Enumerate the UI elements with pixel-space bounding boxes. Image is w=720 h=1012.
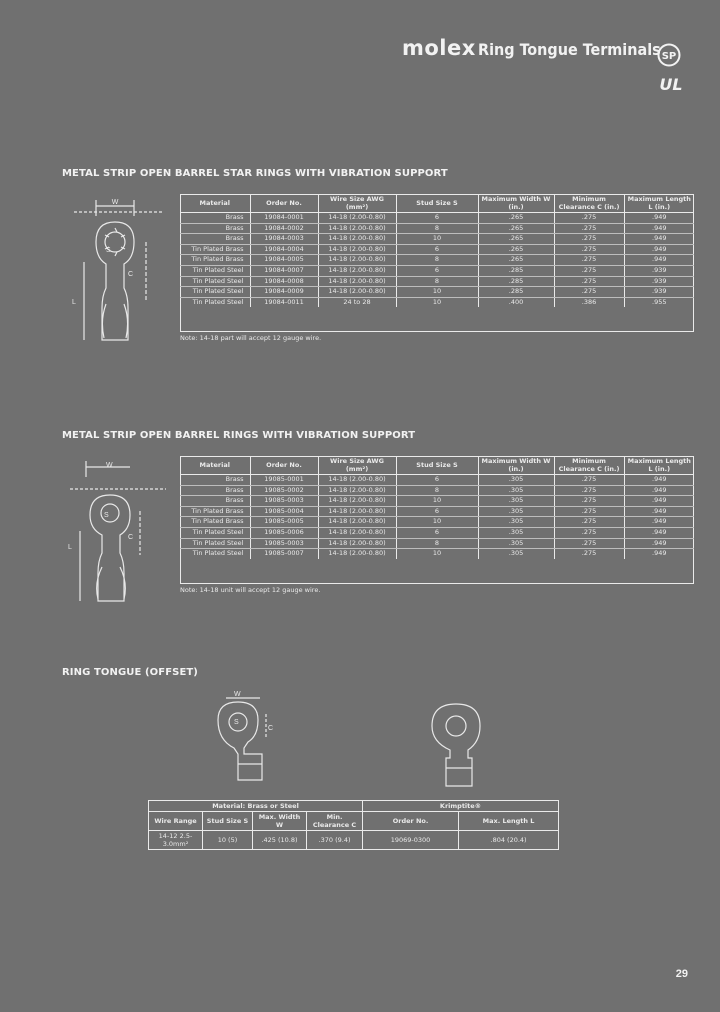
offset-ring-drawing [204,690,284,790]
col-material: Material [180,456,250,475]
cell: Brass [180,213,250,224]
col-order-no: Order No. [250,194,318,213]
cell: .275 [554,506,624,517]
cell: 10 [396,297,478,307]
section2-note: Note: 14-18 unit will accept 12 gauge wire. [180,586,321,594]
cell: .949 [624,517,694,528]
cell: .949 [624,527,694,538]
dim-s-label: S [106,247,111,254]
cell: .939 [624,265,694,276]
cell: 19085-0003 [250,538,318,549]
cell: 19084-0009 [250,287,318,298]
cell: .285 [478,276,554,287]
col-stud-size: Stud Size S [396,194,478,213]
col-max-length: Max. Length L [459,812,559,831]
table-row [180,538,694,549]
col-order-no: Order No. [363,812,459,831]
cell: 14-18 (2.00-0.80) [318,234,396,245]
cell: 19084-0005 [250,255,318,266]
cell: .804 (20.4) [459,831,559,850]
table-group-row [149,801,559,812]
dim-c-label-3: C [268,725,274,732]
table-row [180,517,694,528]
cell: Tin Plated Steel [192,549,244,558]
cell: 19084-0008 [250,276,318,287]
cell: .949 [624,213,694,224]
table-row [180,506,694,517]
cell: .275 [554,485,624,496]
cell: 24 to 28 [318,297,396,307]
cell: .955 [624,297,694,307]
cell: .275 [554,496,624,507]
cell: Brass [180,475,250,486]
col-max-width: Maximum Width W (in.) [478,194,554,213]
cell: Brass [180,223,250,234]
table-row [180,297,694,307]
cell: 19085-0007 [250,549,318,559]
dim-c-label: C [128,271,134,278]
cell: .305 [478,517,554,528]
cell: 14-18 (2.00-0.80) [318,255,396,266]
table-row [180,223,694,234]
cell: 6 [396,475,478,486]
cell: .949 [624,234,694,245]
table-header-row [149,812,559,831]
cell: Tin Plated Steel [180,527,250,538]
cell: 19084-0007 [250,265,318,276]
dim-c-label-2: C [128,534,134,541]
cell: Tin Plated Brass [180,506,250,517]
cell: 8 [396,538,478,549]
col-material: Material [180,194,250,213]
section2-title: METAL STRIP OPEN BARREL RINGS WITH VIBRATION SUPPORT [62,430,416,441]
cell: 14-18 (2.00-0.80) [318,265,396,276]
dim-l-label: L [72,299,76,306]
table-row [180,255,694,266]
csa-cert-icon [656,42,682,68]
cell: .275 [554,287,624,298]
cell: 6 [396,527,478,538]
cell: .939 [624,287,694,298]
cell: .949 [624,475,694,486]
cell: 14-18 (2.00-0.80) [318,276,396,287]
ul-cert-text: UL [659,75,683,94]
col-min-clearance: Minimum Clearance C (in.) [554,456,624,475]
section3-table [148,800,559,850]
cell: .265 [478,234,554,245]
cell: 10 [396,234,478,245]
cell: .275 [554,265,624,276]
cell: .949 [624,485,694,496]
cell: 14-18 (2.00-0.80) [318,223,396,234]
col-min-clearance: Minimum Clearance C (in.) [554,194,624,213]
cell: .275 [554,255,624,266]
cell: .305 [478,549,554,559]
cell: .949 [624,496,694,507]
cell: .949 [624,538,694,549]
cell: .305 [478,496,554,507]
cell: .949 [624,223,694,234]
cell: Tin Plated Steel [180,538,250,549]
cell: 14-18 (2.00-0.80) [318,506,396,517]
cell: .265 [478,223,554,234]
cell: 10 [396,549,478,559]
cell: 19085-0006 [250,527,318,538]
cell: .275 [554,234,624,245]
cell: 19084-0003 [250,234,318,245]
brand-logo: molex [402,36,476,60]
page-title: Ring Tongue Terminals [478,40,661,59]
cell: 19085-0004 [250,506,318,517]
page-number: 29 [675,968,688,980]
cell: 19085-0002 [250,485,318,496]
col-max-width: Max. Width W [253,812,307,831]
col-min-clearance: Min. Clearance C [307,812,363,831]
cell: Tin Plated Steel [180,287,250,298]
col-wire-range: Wire Range [149,812,203,831]
cell: .285 [478,265,554,276]
cell: .949 [624,255,694,266]
cell: 10 [396,517,478,528]
cell: .386 [554,297,624,307]
col-order-no: Order No. [250,456,318,475]
cell: 19084-0001 [250,213,318,224]
dim-w-label-3: W [234,691,241,698]
section2-table [180,456,694,559]
cell: .949 [624,506,694,517]
cell: Tin Plated Brass [180,244,250,255]
cell: 19085-0003 [250,496,318,507]
cell: 14-18 (2.00-0.80) [318,517,396,528]
cell: 14-18 (2.00-0.80) [318,213,396,224]
section1-table [180,194,694,307]
table-row [180,244,694,255]
section3-title: RING TONGUE (OFFSET) [62,667,198,678]
col-max-width: Maximum Width W (in.) [478,456,554,475]
cell: 10 (5) [203,831,253,850]
cell: 19085-0005 [250,517,318,528]
cell: .275 [554,244,624,255]
cell: .305 [478,485,554,496]
cell: 14-18 (2.00-0.80) [318,244,396,255]
cell: .275 [554,517,624,528]
cell: .949 [624,244,694,255]
ul-cert-icon [654,72,688,96]
star-ring-drawing [66,192,176,342]
cell: Brass [180,496,250,507]
cell: .265 [478,244,554,255]
cell: 6 [396,213,478,224]
table-row [180,234,694,245]
offset-ring-outline-drawing [424,700,488,790]
cell: .939 [624,276,694,287]
col-stud-size: Stud Size S [396,456,478,475]
table-row [180,276,694,287]
cell: .305 [478,475,554,486]
cell: 19069-0300 [363,831,459,850]
ring-drawing [66,455,176,605]
cell: .265 [478,255,554,266]
cell: .275 [554,213,624,224]
cell: 8 [396,276,478,287]
group-material: Material: Brass or Steel [149,801,363,812]
cell: Brass [180,485,250,496]
cell: 19085-0001 [250,475,318,486]
cell: .305 [478,506,554,517]
dim-w-label-2: W [106,462,113,469]
group-krimptite: Krimptite® [363,801,559,812]
cell: 10 [396,496,478,507]
cell: .275 [554,538,624,549]
table-row [180,549,694,559]
cell: 14-18 (2.00-0.80) [318,527,396,538]
col-wire-size: Wire Size AWG (mm²) [318,194,396,213]
col-max-length: Maximum Length L (in.) [624,194,694,213]
cell: 8 [396,255,478,266]
dim-w-label: W [111,199,119,206]
cell: .275 [554,475,624,486]
cell: 14-18 (2.00-0.80) [318,538,396,549]
dim-s-label-3: S [234,719,239,726]
cell: 19084-0002 [250,223,318,234]
cell: Tin Plated Steel [180,265,250,276]
csa-cert-text: SP [661,51,677,62]
table-header-row [180,456,694,475]
cell: .305 [478,527,554,538]
dim-s-label-2: S [104,512,109,519]
cell: 6 [396,265,478,276]
col-max-length: Maximum Length L (in.) [624,456,694,475]
cell: Tin Plated Steel [192,297,244,306]
cell: 6 [396,506,478,517]
cell: .275 [554,527,624,538]
cell: 14-12 2.5-3.0mm² [149,831,203,850]
table-row [180,213,694,224]
cell: 14-18 (2.00-0.80) [318,496,396,507]
table-row [149,831,559,850]
cell: 8 [396,223,478,234]
table-row [180,265,694,276]
col-wire-size: Wire Size AWG (mm²) [318,456,396,475]
cell: Tin Plated Brass [180,517,250,528]
dim-l-label-2: L [68,544,72,551]
section1-title: METAL STRIP OPEN BARREL STAR RINGS WITH VIBRATION SUPPORT [62,168,448,179]
cell: 6 [396,244,478,255]
cell: Brass [180,234,250,245]
cell: .305 [478,538,554,549]
cell: .275 [554,276,624,287]
table-row [180,527,694,538]
cell: 14-18 (2.00-0.80) [318,287,396,298]
cell: 10 [396,287,478,298]
cell: 14-18 (2.00-0.80) [318,485,396,496]
cell: 14-18 (2.00-0.80) [318,475,396,486]
cell: .265 [478,213,554,224]
cell: .285 [478,287,554,298]
cell: 14-18 (2.00-0.80) [318,549,396,559]
col-stud-size: Stud Size S [203,812,253,831]
cell: Tin Plated Steel [180,276,250,287]
table-row [180,475,694,486]
table-header-row [180,194,694,213]
cell: 19084-0011 [250,297,318,307]
section1-note: Note: 14-18 part will accept 12 gauge wire. [180,334,322,342]
cell: .400 [478,297,554,307]
cell: Tin Plated Brass [180,255,250,266]
cell: .275 [554,549,624,559]
table-row [180,485,694,496]
cell: 19084-0004 [250,244,318,255]
cell: .275 [554,223,624,234]
cell: 8 [396,485,478,496]
cell: .425 (10.8) [253,831,307,850]
table-row [180,496,694,507]
cell: .949 [624,549,694,559]
cell: .370 (9.4) [307,831,363,850]
table-row [180,287,694,298]
